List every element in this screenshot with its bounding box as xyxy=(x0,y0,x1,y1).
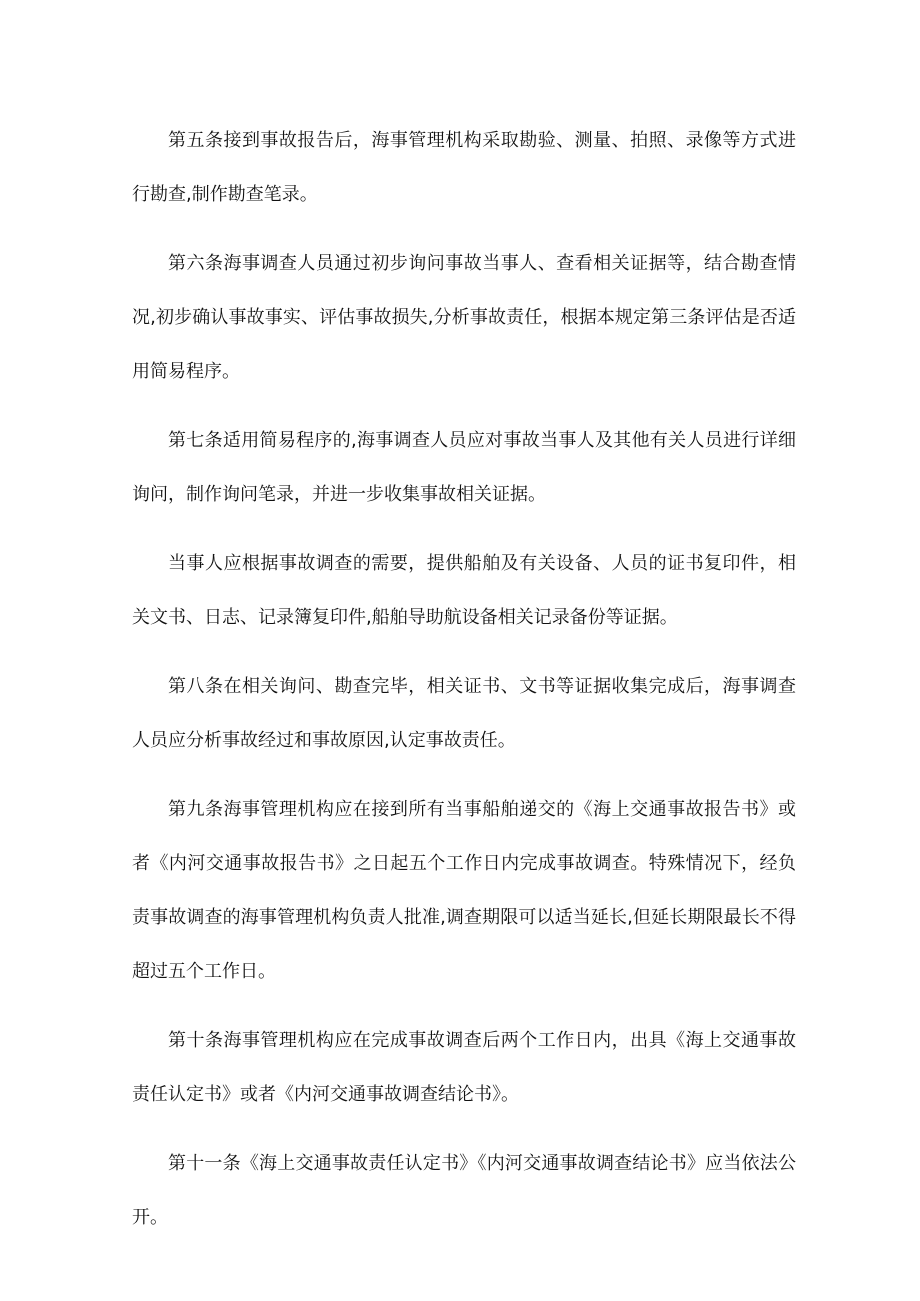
article-6-paragraph: 第六条海事调查人员通过初步询问事故当事人、查看相关证据等，结合勘查情况,初步确认事故事实、评估事故损失,分析事故责任，根据本规定第三条评估是否适用简易程序。 xyxy=(132,253,796,382)
article-11-paragraph: 第十一条《海上交通事故责任认定书》《内河交通事故调查结论书》应当依法公开。 xyxy=(132,1153,796,1228)
article-5-paragraph: 第五条接到事故报告后，海事管理机构采取勘验、测量、拍照、录像等方式进行勘查,制作勘查笔录。 xyxy=(132,130,796,205)
article-7-paragraph: 第七条适用简易程序的,海事调查人员应对事故当事人及其他有关人员进行详细询问，制作询问笔录，并进一步收集事故相关证据。 xyxy=(132,430,796,505)
article-8-paragraph: 第八条在相关询问、勘查完毕，相关证书、文书等证据收集完成后，海事调查人员应分析事故经过和事故原因,认定事故责任。 xyxy=(132,676,796,751)
article-10-paragraph: 第十条海事管理机构应在完成事故调查后两个工作日内，出具《海上交通事故责任认定书》或者《内河交通事故调查结论书》。 xyxy=(132,1030,796,1105)
article-9-paragraph: 第九条海事管理机构应在接到所有当事船舶递交的《海上交通事故报告书》或者《内河交通事故报告书》之日起五个工作日内完成事故调查。特殊情况下，经负责事故调查的海事管理机构负责人批准,调查期限可以适当延长,但延长期限最长不得超过五个工作日。 xyxy=(132,799,796,982)
party-evidence-paragraph: 当事人应根据事故调查的需要，提供船舶及有关设备、人员的证书复印件，相关文书、日志、记录簿复印件,船舶导助航设备相关记录备份等证据。 xyxy=(132,553,796,628)
document-body xyxy=(132,114,796,1260)
